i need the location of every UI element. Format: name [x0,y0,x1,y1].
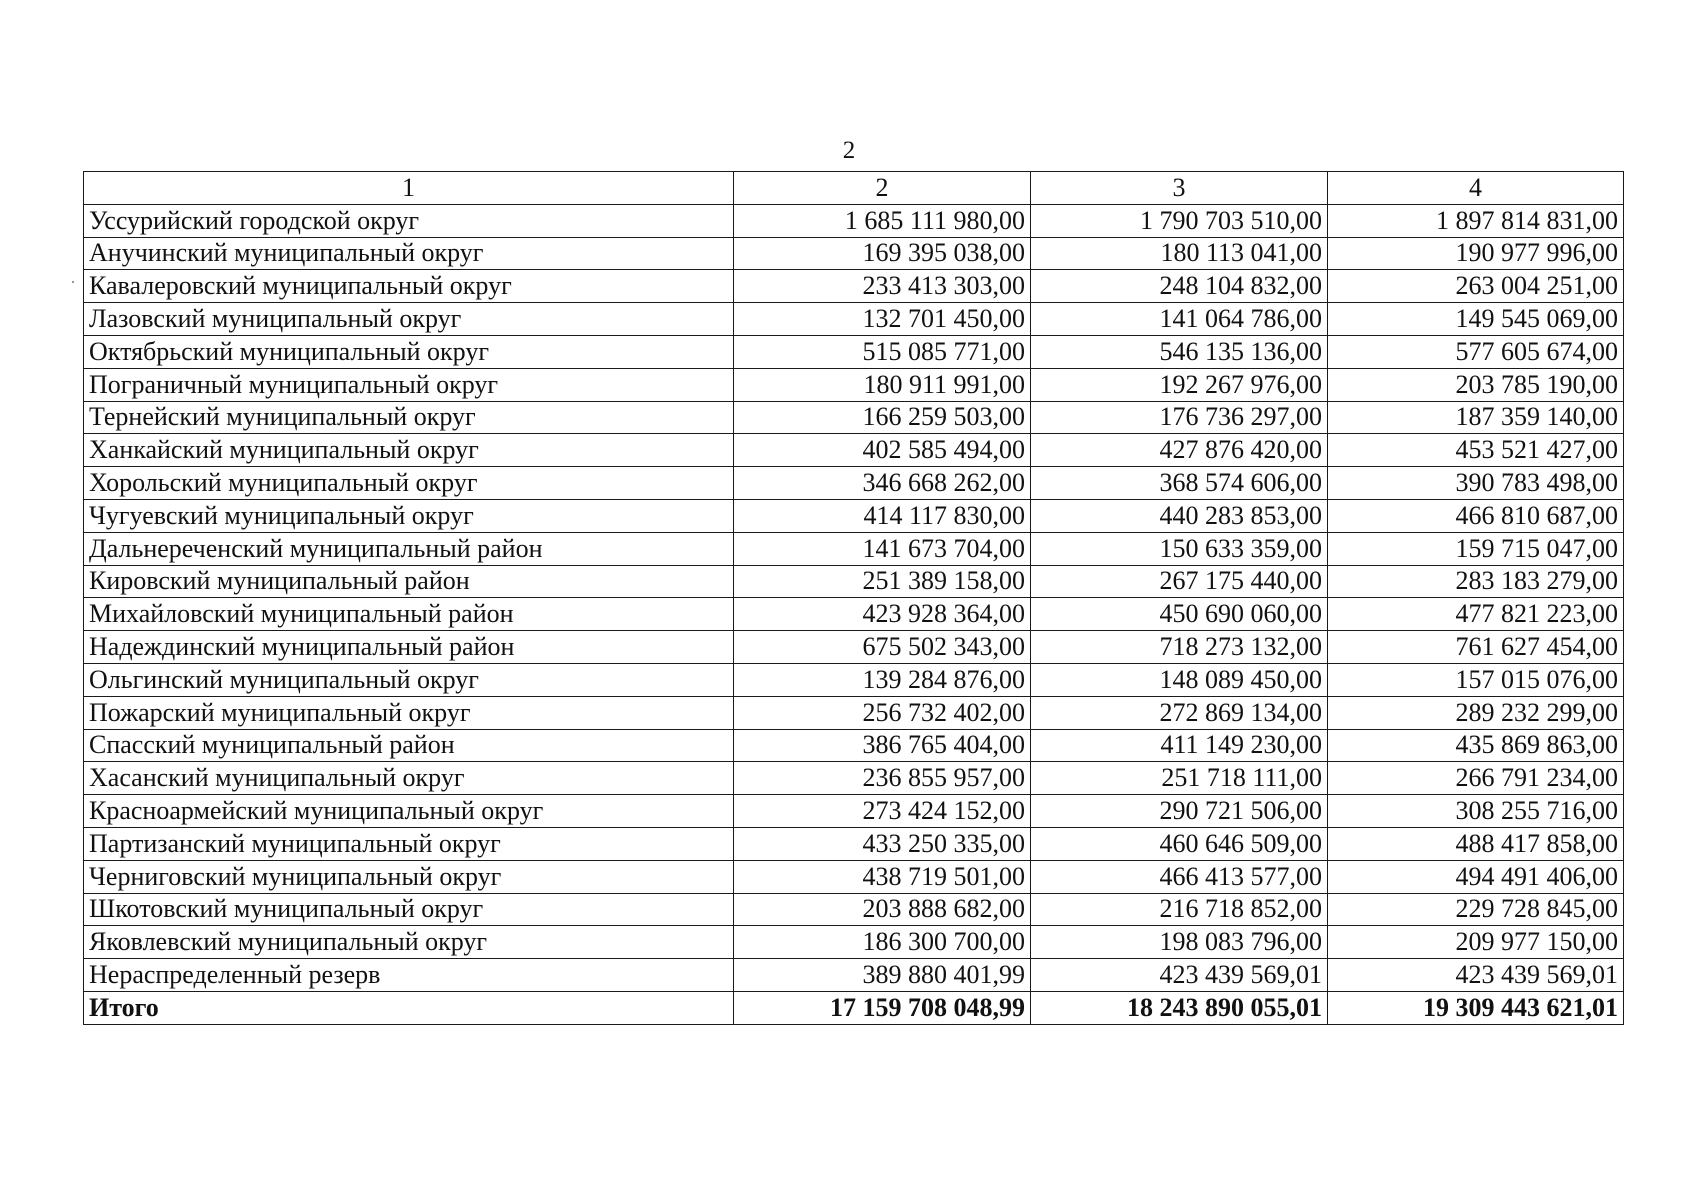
amount-cell: 308 255 716,00 [1328,795,1624,828]
amount-cell: 157 015 076,00 [1328,663,1624,696]
amount-cell: 423 928 364,00 [734,598,1031,631]
amount-cell: 290 721 506,00 [1031,795,1328,828]
table-row [84,729,1624,762]
municipality-name-cell: Яковлевский муниципальный округ [84,926,734,959]
amount-cell: 368 574 606,00 [1031,467,1328,500]
amount-cell: 236 855 957,00 [734,762,1031,795]
amount-cell: 389 880 401,99 [734,959,1031,992]
amount-cell: 289 232 299,00 [1328,696,1624,729]
amount-cell: 19 309 443 621,01 [1328,991,1624,1024]
amount-cell: 251 718 111,00 [1031,762,1328,795]
amount-cell: 18 243 890 055,01 [1031,991,1328,1024]
budget-table [83,171,1624,1025]
table-row [84,303,1624,336]
amount-cell: 141 673 704,00 [734,532,1031,565]
table-row [84,598,1624,631]
amount-cell: 17 159 708 048,99 [734,991,1031,1024]
amount-cell: 450 690 060,00 [1031,598,1328,631]
column-number-cell: 4 [1328,172,1624,205]
municipality-name-cell: Партизанский муниципальный округ [84,827,734,860]
table-row [84,368,1624,401]
amount-cell: 546 135 136,00 [1031,335,1328,368]
municipality-name-cell: Пожарский муниципальный округ [84,696,734,729]
amount-cell: 477 821 223,00 [1328,598,1624,631]
amount-cell: 229 728 845,00 [1328,893,1624,926]
table-row [84,434,1624,467]
table-row [84,696,1624,729]
table-row [84,827,1624,860]
amount-cell: 460 646 509,00 [1031,827,1328,860]
amount-cell: 132 701 450,00 [734,303,1031,336]
municipality-name-cell: Лазовский муниципальный округ [84,303,734,336]
amount-cell: 203 785 190,00 [1328,368,1624,401]
municipality-name-cell: Красноармейский муниципальный округ [84,795,734,828]
municipality-name-cell: Ханкайский муниципальный округ [84,434,734,467]
municipality-name-cell: Ольгинский муниципальный округ [84,663,734,696]
amount-cell: 141 064 786,00 [1031,303,1328,336]
amount-cell: 176 736 297,00 [1031,401,1328,434]
table-row [84,335,1624,368]
amount-cell: 192 267 976,00 [1031,368,1328,401]
amount-cell: 577 605 674,00 [1328,335,1624,368]
amount-cell: 203 888 682,00 [734,893,1031,926]
municipality-name-cell: Хасанский муниципальный округ [84,762,734,795]
amount-cell: 433 250 335,00 [734,827,1031,860]
amount-cell: 273 424 152,00 [734,795,1031,828]
amount-cell: 761 627 454,00 [1328,631,1624,664]
municipality-name-cell: Дальнереченский муниципальный район [84,532,734,565]
amount-cell: 466 810 687,00 [1328,499,1624,532]
amount-cell: 1 897 814 831,00 [1328,204,1624,237]
table-row [84,237,1624,270]
column-number-row [84,172,1624,205]
amount-cell: 233 413 303,00 [734,270,1031,303]
table-row [84,959,1624,992]
amount-cell: 187 359 140,00 [1328,401,1624,434]
total-row [84,991,1624,1024]
table-row [84,893,1624,926]
page-number: 2 [842,137,856,164]
municipality-name-cell: Черниговский муниципальный округ [84,860,734,893]
amount-cell: 190 977 996,00 [1328,237,1624,270]
amount-cell: 440 283 853,00 [1031,499,1328,532]
amount-cell: 251 389 158,00 [734,565,1031,598]
table-row [84,926,1624,959]
amount-cell: 180 113 041,00 [1031,237,1328,270]
amount-cell: 675 502 343,00 [734,631,1031,664]
municipality-name-cell: Анучинский муниципальный округ [84,237,734,270]
column-number-cell: 3 [1031,172,1328,205]
amount-cell: 453 521 427,00 [1328,434,1624,467]
municipality-name-cell: Чугуевский муниципальный округ [84,499,734,532]
table-row [84,565,1624,598]
amount-cell: 186 300 700,00 [734,926,1031,959]
municipality-name-cell: Надеждинский муниципальный район [84,631,734,664]
table-row [84,795,1624,828]
municipality-name-cell: Кавалеровский муниципальный округ [84,270,734,303]
table-row [84,532,1624,565]
table-row [84,401,1624,434]
amount-cell: 488 417 858,00 [1328,827,1624,860]
amount-cell: 148 089 450,00 [1031,663,1328,696]
amount-cell: 435 869 863,00 [1328,729,1624,762]
table-row [84,663,1624,696]
amount-cell: 494 491 406,00 [1328,860,1624,893]
amount-cell: 423 439 569,01 [1031,959,1328,992]
column-number-cell: 2 [734,172,1031,205]
amount-cell: 166 259 503,00 [734,401,1031,434]
amount-cell: 248 104 832,00 [1031,270,1328,303]
amount-cell: 718 273 132,00 [1031,631,1328,664]
amount-cell: 216 718 852,00 [1031,893,1328,926]
amount-cell: 386 765 404,00 [734,729,1031,762]
amount-cell: 256 732 402,00 [734,696,1031,729]
amount-cell: 346 668 262,00 [734,467,1031,500]
scan-speck [72,281,74,283]
amount-cell: 209 977 150,00 [1328,926,1624,959]
amount-cell: 438 719 501,00 [734,860,1031,893]
amount-cell: 272 869 134,00 [1031,696,1328,729]
municipality-name-cell: Итого [84,991,734,1024]
municipality-name-cell: Пограничный муниципальный округ [84,368,734,401]
amount-cell: 423 439 569,01 [1328,959,1624,992]
municipality-name-cell: Кировский муниципальный район [84,565,734,598]
amount-cell: 150 633 359,00 [1031,532,1328,565]
amount-cell: 1 790 703 510,00 [1031,204,1328,237]
amount-cell: 263 004 251,00 [1328,270,1624,303]
municipality-name-cell: Октябрьский муниципальный округ [84,335,734,368]
amount-cell: 149 545 069,00 [1328,303,1624,336]
municipality-name-cell: Хорольский муниципальный округ [84,467,734,500]
amount-cell: 267 175 440,00 [1031,565,1328,598]
amount-cell: 390 783 498,00 [1328,467,1624,500]
municipality-name-cell: Михайловский муниципальный район [84,598,734,631]
column-number-cell: 1 [84,172,734,205]
table-body [84,172,1624,1025]
amount-cell: 466 413 577,00 [1031,860,1328,893]
amount-cell: 427 876 420,00 [1031,434,1328,467]
amount-cell: 414 117 830,00 [734,499,1031,532]
municipality-name-cell: Нераспределенный резерв [84,959,734,992]
municipality-name-cell: Шкотовский муниципальный округ [84,893,734,926]
amount-cell: 411 149 230,00 [1031,729,1328,762]
amount-cell: 1 685 111 980,00 [734,204,1031,237]
table-row [84,499,1624,532]
amount-cell: 266 791 234,00 [1328,762,1624,795]
table-row [84,860,1624,893]
amount-cell: 198 083 796,00 [1031,926,1328,959]
amount-cell: 515 085 771,00 [734,335,1031,368]
amount-cell: 159 715 047,00 [1328,532,1624,565]
amount-cell: 402 585 494,00 [734,434,1031,467]
municipality-name-cell: Спасский муниципальный район [84,729,734,762]
municipality-name-cell: Тернейский муниципальный округ [84,401,734,434]
municipality-name-cell: Уссурийский городской округ [84,204,734,237]
table-row [84,204,1624,237]
table-row [84,270,1624,303]
amount-cell: 180 911 991,00 [734,368,1031,401]
amount-cell: 283 183 279,00 [1328,565,1624,598]
table-row [84,467,1624,500]
amount-cell: 139 284 876,00 [734,663,1031,696]
table-row [84,762,1624,795]
amount-cell: 169 395 038,00 [734,237,1031,270]
table-row [84,631,1624,664]
